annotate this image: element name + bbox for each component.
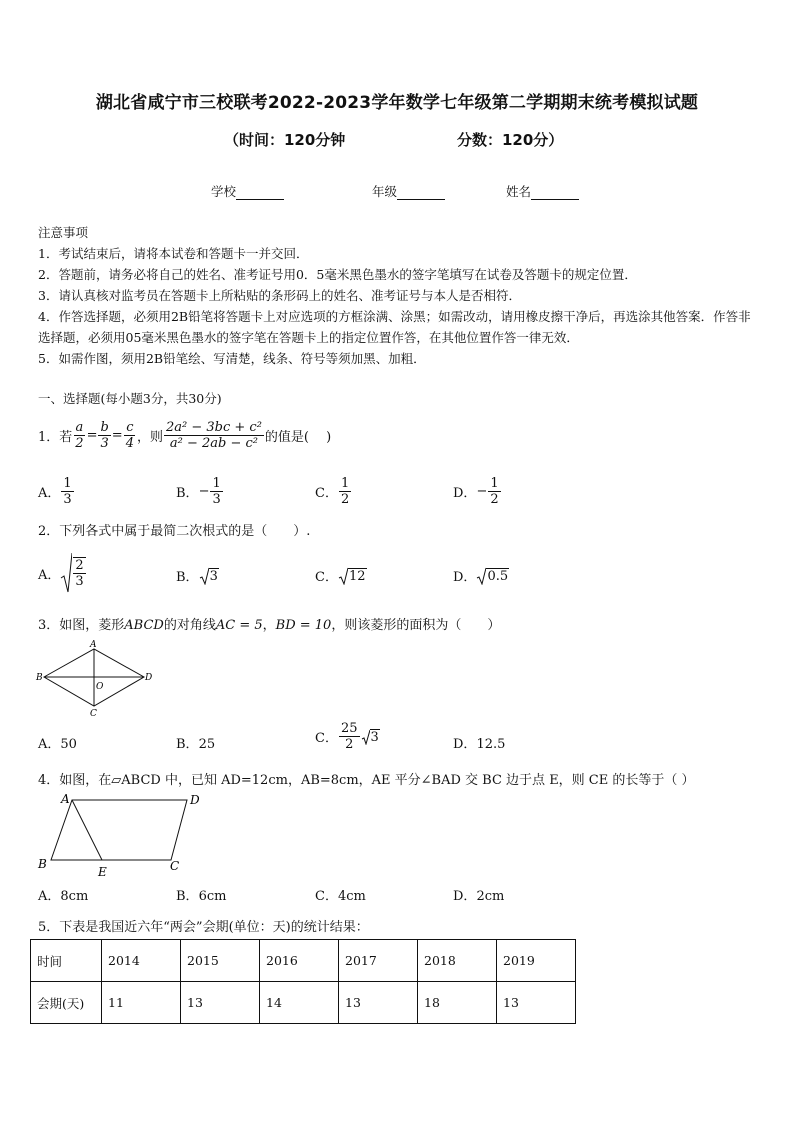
q2-option-b[interactable]: [176, 566, 219, 585]
option-label: D．: [453, 570, 477, 585]
q3-option-d[interactable]: [453, 733, 505, 752]
expr-numerator: 2a² − 3bc + c²: [166, 420, 262, 435]
option-label: C．: [315, 731, 338, 746]
sqrt-icon: [476, 567, 486, 585]
vertex-label-a: A: [61, 792, 70, 806]
option-value: 50: [60, 737, 77, 752]
expr-denominator: a² − 2ab − c²: [169, 436, 259, 451]
option-label: C．: [315, 570, 338, 585]
q4-option-d[interactable]: [453, 885, 504, 904]
sqrt-icon: [361, 729, 370, 745]
table-cell: 时间: [31, 940, 102, 982]
vertex-label-d: D: [145, 673, 153, 683]
table-cell: 2014: [102, 940, 181, 982]
table-cell: 2015: [181, 940, 260, 982]
option-value: 4cm: [337, 889, 366, 904]
q1-mid: ，则: [136, 430, 163, 445]
table-cell: 2017: [339, 940, 418, 982]
rhombus-figure: [34, 640, 158, 720]
frac-den: 2: [345, 737, 354, 752]
table-row: [31, 982, 576, 1024]
question-3: [38, 614, 500, 633]
table-cell: 13: [339, 982, 418, 1024]
question-4: 4．如图，在▱ABCD 中，已知 AD=12cm，AB=8cm，AE 平分∠BAD 交 BC 边于点 E，则 CE 的长等于（ ）: [38, 773, 695, 788]
q1-option-d[interactable]: [453, 476, 502, 507]
radicand: 0.5: [487, 568, 509, 584]
question-2: 2．下列各式中属于最简二次根式的是（ ）.: [38, 524, 311, 539]
table-cell: 13: [497, 982, 576, 1024]
school-label: 学校: [211, 184, 237, 199]
table-cell: 13: [181, 982, 260, 1024]
radicand: 12: [348, 568, 366, 584]
option-value: 12.5: [476, 737, 506, 752]
frac-den: 3: [75, 574, 84, 589]
frac-den: 3: [212, 492, 221, 507]
q3-math: ABCD: [124, 618, 164, 633]
q1-prefix: 1．若: [38, 430, 73, 445]
frac-num: 1: [212, 476, 221, 491]
time-label: （时间：120分钟: [224, 131, 346, 149]
school-field[interactable]: [211, 182, 284, 200]
q3-text: 3．如图，菱形: [38, 618, 125, 633]
sqrt-icon: [338, 567, 348, 585]
page-title: 湖北省咸宁市三校联考2022-2023学年数学七年级第二学期期末统考模拟试题: [95, 93, 699, 113]
q3-math: BD = 10: [275, 618, 332, 633]
frac-den: 2: [490, 492, 499, 507]
option-sign: −: [198, 484, 210, 499]
table-cell: 2019: [497, 940, 576, 982]
q1-option-a[interactable]: [38, 476, 75, 507]
frac-num: c: [126, 420, 134, 435]
sessions-table: [30, 939, 576, 1024]
q3-option-b[interactable]: [176, 733, 215, 752]
notes-heading: 注意事项: [38, 225, 89, 240]
question-5: 5．下表是我国近六年“两会”会期(单位：天)的统计结果：: [38, 920, 369, 935]
q4-option-c[interactable]: [315, 885, 366, 904]
grade-label: 年级: [372, 184, 398, 199]
frac-den: 2: [75, 436, 84, 451]
note-item: 5．如需作图，须用2B铅笔绘、写清楚，线条、符号等须加黑、加粗．: [38, 351, 426, 366]
table-cell: 11: [102, 982, 181, 1024]
option-value: 8cm: [60, 889, 89, 904]
point-label-e: E: [98, 865, 107, 879]
question-1: [38, 420, 331, 451]
option-label: D．: [453, 737, 477, 752]
name-field[interactable]: [506, 182, 579, 200]
note-item: 1．考试结束后，请将本试卷和答题卡一并交回．: [38, 246, 309, 261]
option-value: 6cm: [198, 889, 227, 904]
frac-num: a: [75, 420, 84, 435]
option-value: 2cm: [476, 889, 505, 904]
q1-suffix: 的值是( ): [264, 430, 332, 445]
radicand: 3: [370, 729, 379, 745]
note-item: 2．答题前，请务必将自己的姓名、准考证号用0．5毫米黑色墨水的签字笔填写在试卷及答题卡的规定位置．: [38, 267, 637, 282]
parallelogram-figure: [34, 790, 214, 880]
option-label: B．: [176, 486, 199, 501]
table-cell: 2016: [260, 940, 339, 982]
table-row: [31, 940, 576, 982]
option-label: D．: [453, 889, 477, 904]
q1-option-b[interactable]: [176, 476, 224, 507]
eq-sign: =: [86, 428, 98, 443]
q4-option-a[interactable]: [38, 885, 88, 904]
center-label-o: O: [96, 682, 104, 692]
vertex-label-c: C: [170, 859, 180, 873]
frac-num: 1: [340, 476, 350, 491]
frac-den: 2: [340, 492, 350, 507]
grade-line: [397, 187, 445, 200]
section-heading: 一、选择题(每小题3分，共30分): [38, 391, 222, 406]
parallelogram-outline: [51, 800, 187, 860]
q2-option-a[interactable]: [38, 552, 87, 594]
frac-num: b: [100, 420, 109, 435]
option-label: A．: [38, 486, 61, 501]
option-label: A．: [38, 889, 61, 904]
name-line: [531, 187, 579, 200]
table-cell: 2018: [418, 940, 497, 982]
vertex-label-b: B: [36, 673, 43, 683]
table-cell: 18: [418, 982, 497, 1024]
note-item: 3．请认真核对监考员在答题卡上所粘贴的条形码上的姓名、准考证号与本人是否相符．: [38, 288, 521, 303]
score-label: 分数：120分）: [457, 131, 564, 149]
q1-option-c[interactable]: [315, 476, 352, 507]
option-label: B．: [176, 737, 199, 752]
q2-option-d[interactable]: [453, 566, 509, 585]
option-sign: −: [476, 484, 488, 499]
vertex-label-a: A: [90, 640, 97, 650]
notes-block: [38, 222, 760, 369]
frac-num: 25: [340, 721, 358, 736]
school-line: [236, 187, 284, 200]
frac-den: 4: [125, 436, 134, 451]
name-label: 姓名: [506, 184, 532, 199]
q3-text: 的对角线: [163, 618, 216, 633]
option-label: A．: [38, 737, 61, 752]
table-cell: 会期(天): [31, 982, 102, 1024]
frac-den: 3: [100, 436, 109, 451]
vertex-label-b: B: [38, 857, 47, 871]
vertex-label-d: D: [190, 793, 200, 807]
option-label: C．: [315, 486, 338, 501]
q3-math: AC = 5: [215, 618, 263, 633]
q2-option-c[interactable]: [315, 566, 367, 585]
frac-num: 1: [63, 476, 72, 491]
sqrt-icon: [60, 552, 72, 594]
q3-text: ，: [262, 618, 276, 633]
frac-den: 3: [63, 492, 72, 507]
radicand: 3: [209, 568, 218, 584]
option-label: B．: [176, 570, 199, 585]
frac-num: 2: [75, 558, 84, 573]
frac-num: 1: [490, 476, 499, 491]
bisector-ae: [72, 800, 102, 860]
grade-field[interactable]: [372, 182, 445, 200]
table-cell: 14: [260, 982, 339, 1024]
option-label: C．: [315, 889, 338, 904]
option-label: B．: [176, 889, 199, 904]
option-value: 25: [198, 737, 216, 752]
eq-sign: =: [111, 428, 123, 443]
q3-option-c[interactable]: [315, 721, 380, 752]
q3-option-a[interactable]: [38, 733, 77, 752]
q4-option-b[interactable]: [176, 885, 226, 904]
sqrt-icon: [199, 567, 209, 585]
option-label: A．: [38, 567, 61, 583]
vertex-label-c: C: [90, 709, 97, 719]
q3-text: ，则该菱形的面积为（ ）: [331, 618, 501, 633]
option-label: D．: [453, 486, 477, 501]
note-item: 4．作答选择题，必须用2B铅笔将答题卡上对应选项的方框涂满、涂黑；如需改动，请用橡皮擦干净后，再选涂其他答案．作答非选择题，必须用05毫米黑色墨水的签字笔在答题卡上的指定位置作答，在其他位置作答一律无效．: [38, 309, 751, 345]
